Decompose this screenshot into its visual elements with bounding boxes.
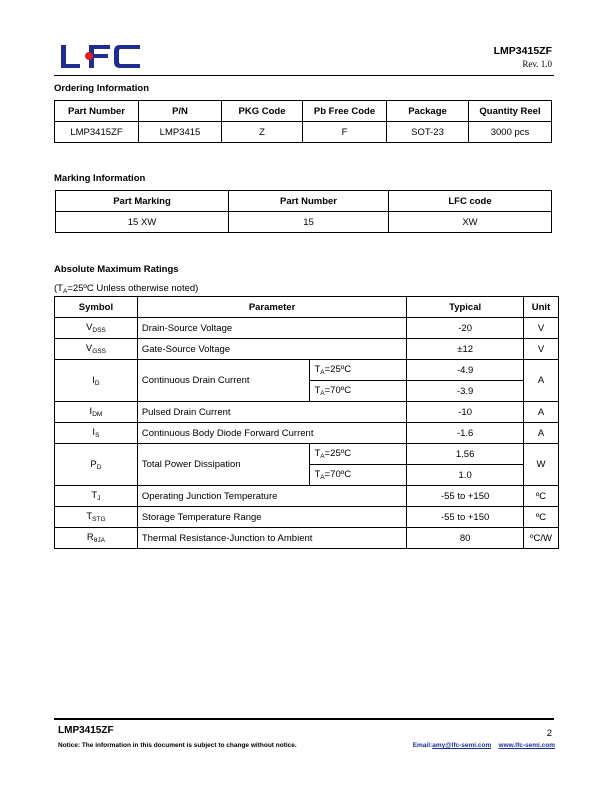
unit-cell: ºC <box>524 486 559 507</box>
symbol-cell: $V_{DSS}$ <box>55 318 138 339</box>
parameter-cell: Operating Junction Temperature <box>137 486 406 507</box>
table-row <box>55 122 552 143</box>
marking-title: Marking Information <box>54 173 146 184</box>
table-row <box>55 423 559 444</box>
table-header-row <box>56 191 552 212</box>
amr-condition-note: ($T_A=25ºC$ Unless otherwise noted) <box>54 283 199 295</box>
footer-divider <box>54 718 554 720</box>
symbol-cell: $T_{STG}$ <box>55 507 138 528</box>
symbol-cell: $T_J$ <box>55 486 138 507</box>
table-cell: 15 <box>229 212 389 233</box>
unit-cell: A <box>524 360 559 402</box>
parameter-cell: Continuous Body Diode Forward Current <box>137 423 406 444</box>
unit-cell: A <box>524 402 559 423</box>
condition-cell: $T_A=70ºC$ <box>310 381 407 402</box>
value-cell: 80 <box>407 528 524 549</box>
table-row <box>55 444 559 465</box>
amr-title: Absolute Maximum Ratings <box>54 264 179 275</box>
table-row <box>55 318 559 339</box>
value-cell: -55 to +150 <box>407 486 524 507</box>
condition-cell: $T_A=25ºC$ <box>310 360 407 381</box>
footer-notice: Notice: The information in this document is subject to change without notice. <box>58 742 297 749</box>
table-cell: 3000 pcs <box>469 122 552 143</box>
condition-cell: $T_A=70ºC$ <box>310 465 407 486</box>
header-unit: Unit <box>524 297 559 318</box>
symbol-cell: $V_{GSS}$ <box>55 339 138 360</box>
unit-cell: ºC <box>524 507 559 528</box>
table-cell: LMP3415ZF <box>55 122 139 143</box>
value-cell: ±12 <box>407 339 524 360</box>
condition-cell: $T_A=25ºC$ <box>310 444 407 465</box>
value-cell: -20 <box>407 318 524 339</box>
parameter-cell: Thermal Resistance-Junction to Ambient <box>137 528 406 549</box>
value-cell: 1.56 <box>407 444 524 465</box>
amr-table <box>54 296 559 549</box>
unit-cell: A <box>524 423 559 444</box>
table-header-row <box>55 101 552 122</box>
table-header-cell: Package <box>387 101 469 122</box>
footer-part-number: LMP3415ZF <box>58 725 114 736</box>
table-cell: SOT-23 <box>387 122 469 143</box>
value-cell: -55 to +150 <box>407 507 524 528</box>
table-row <box>55 360 559 381</box>
table-header-cell: LFC code <box>389 191 552 212</box>
email-label: Email: <box>412 742 433 749</box>
symbol-cell: $I_S$ <box>55 423 138 444</box>
table-row <box>55 486 559 507</box>
symbol-cell: $R_{\theta JA}$ <box>55 528 138 549</box>
page-number: 2 <box>546 728 552 739</box>
unit-cell: V <box>524 339 559 360</box>
symbol-cell: $P_D$ <box>55 444 138 486</box>
table-row <box>55 402 559 423</box>
parameter-cell: Storage Temperature Range <box>137 507 406 528</box>
parameter-cell: Total Power Dissipation <box>137 444 310 486</box>
table-header-cell: Quantity Reel <box>469 101 552 122</box>
lfc-logo <box>58 43 142 71</box>
table-header-cell: Part Marking <box>56 191 229 212</box>
unit-cell: ºC/W <box>524 528 559 549</box>
symbol-cell: $I_D$ <box>55 360 138 402</box>
table-header-cell: Part Number <box>229 191 389 212</box>
table-header-cell: Pb Free Code <box>303 101 387 122</box>
header-typical: Typical <box>407 297 524 318</box>
unit-cell: V <box>524 318 559 339</box>
parameter-cell: Pulsed Drain Current <box>137 402 406 423</box>
table-cell: XW <box>389 212 552 233</box>
header-symbol: Symbol <box>55 297 138 318</box>
table-cell: F <box>303 122 387 143</box>
value-cell: -10 <box>407 402 524 423</box>
table-cell: 15 XW <box>56 212 229 233</box>
value-cell: -4.9 <box>407 360 524 381</box>
table-header-cell: P/N <box>139 101 222 122</box>
header-part-number: LMP3415ZF <box>493 45 552 57</box>
value-cell: -3.9 <box>407 381 524 402</box>
parameter-cell: Continuous Drain Current <box>137 360 310 402</box>
table-row <box>56 212 552 233</box>
parameter-cell: Gate-Source Voltage <box>137 339 406 360</box>
value-cell: -1.6 <box>407 423 524 444</box>
table-row <box>55 528 559 549</box>
marking-table <box>55 190 552 233</box>
unit-cell: W <box>524 444 559 486</box>
header-divider <box>54 75 554 76</box>
table-header-cell: PKG Code <box>222 101 303 122</box>
symbol-cell: $I_{DM}$ <box>55 402 138 423</box>
ordering-table <box>54 100 552 143</box>
footer-contact <box>370 742 555 749</box>
header-revision: Rev. 1.0 <box>522 59 552 69</box>
table-header-cell: Part Number <box>55 101 139 122</box>
ordering-title: Ordering Information <box>54 83 149 94</box>
table-header-row <box>55 297 559 318</box>
email-link[interactable]: amy@lfc-semi.com <box>432 742 492 749</box>
header-parameter: Parameter <box>137 297 406 318</box>
parameter-cell: Drain-Source Voltage <box>137 318 406 339</box>
table-cell: Z <box>222 122 303 143</box>
table-cell: LMP3415 <box>139 122 222 143</box>
value-cell: 1.0 <box>407 465 524 486</box>
table-row <box>55 339 559 360</box>
website-link[interactable]: www.lfc-semi.com <box>498 742 555 749</box>
table-row <box>55 507 559 528</box>
